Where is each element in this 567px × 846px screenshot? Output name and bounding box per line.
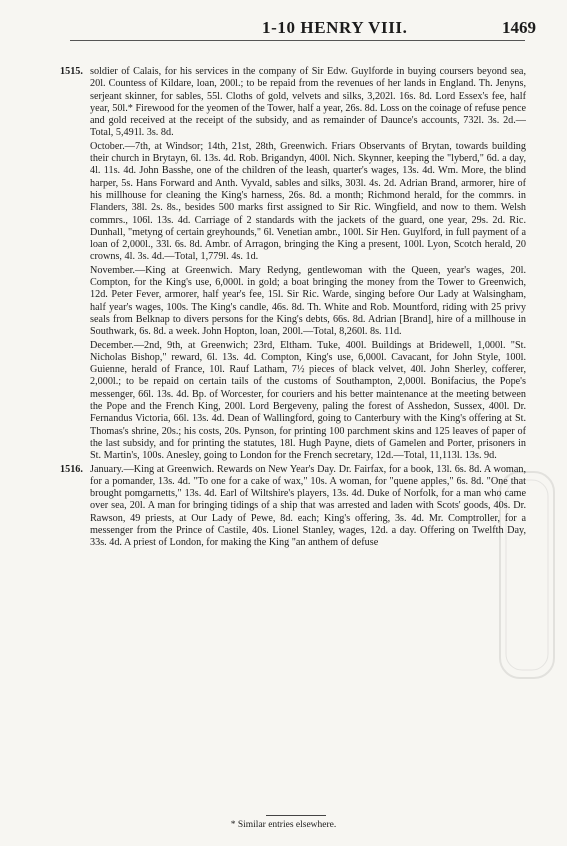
document-body (60, 66, 526, 550)
entry-1515-continuation (60, 66, 526, 140)
entry-december (68, 340, 526, 463)
entry-text: November.—King at Greenwich. Mary Redyng, gentlewoman with the Queen, year's wages, 20l. Compton, for the King's use, 6,000l. in gold; a boat bringing the money from the Tower to Greenwich, 12d. Peter Fever, armorer, half year's fee, 15l. Sir Ric. Warde, singing before Our Lady at Walsingham, half year's wages, 100s. The King's candle, 46s. 8d. Th. White and Rob. Mountford, riding with 25 privy seals from Belknap to divers persons for the King's debts, 66s. 8d. Adrian [Brand], hire of a millhouse in Southwark, 6s. 8d. a week. John Hopton, loan, 200l.—Total, 8,260l. 8s. 11d. (90, 264, 526, 338)
entry-text: December.—2nd, 9th, at Greenwich; 23rd, Eltham. Tuke, 400l. Buildings at Bridewell, 1,000l. "St. Nicholas Bishop," reward, 6l. 13s. 4d. Compton, King's use, 6,000l. Cavacant, for John Style, 100l. Guienne, herald of France, 10l. Rauf Latham, 7½ pieces of black velvet, 40l. John Sherley, cofferer, 2,000l.; to be repaid on certain tails of the customs of Southampton, 2,000l. Bonifacius, the Pope's messenger, 66l. 13s. 4d. Bp. of Worcester, for couriers and his better maintenance at the meeting between the Pope and the French King, 200l. Lord Bergeveny, paling the forest of Asshedon, Sussex, 400l. Dr. Fernandus Victoria, 66l. 13s. 4d. Dean of Wallingford, going to Canterbury with the King's offering at St. Thomas's shrine, 20s.; his costs, 20s. Pynson, for printing 100 parchment skins and 125 leaves of paper of the last subsidy, and for printing the statutes, 18l. Hugh Payne, diets of Gamelen and Porter, prisoners in St. Martin's, 100s. Anesley, going to London for the French secretary, 12d.—Total, 11,113l. 13s. 9d. (90, 339, 526, 462)
entry-year: 1515. (60, 66, 83, 77)
entry-month: October. (90, 140, 125, 152)
footnote-rule (266, 815, 326, 816)
entry-year: 1516. (60, 463, 83, 475)
header-rule (70, 40, 525, 41)
entry-january-1516 (60, 463, 526, 550)
running-head: 1-10 HENRY VIII. (262, 18, 408, 37)
entry-november (68, 265, 526, 339)
entry-text: January.—King at Greenwich. Rewards on New Year's Day. Dr. Fairfax, for a book, 13l. 6s. 8d. A woman, for a pomander, 13s. 4d. "To one for a cake of wax," 10s. A woman, for "quene apples," 6s. 8d. "One that brought pomgarnetts," 13s. 4d. Earl of Wiltshire's players, 13s. 4d. Duke of Norfolk, for a man who came over sea, 20l. A man for bringing tidings of a ship that was arrested and laden with Scots' goods, 40s. Dr. Rawson, 49 priests, at Our Lady of Pewe, 8d. each; King's offering, 3s. 4d. Mr. Comptroller, for a messenger from the Prince of Castile, 40s. Lionel Stanley, wages, 12d. a day. Offering on Twelfth Day, 33s. 4d. A priest of London, for making the King "an anthem of defuse (90, 463, 526, 549)
page-header (0, 10, 567, 38)
entry-text: soldier of Calais, for his services in the company of Sir Edw. Guylforde in buying coursers beyond sea, 20l. Countess of Kildare, loan, 200l.; to be repaid from the revenues of her lands in England. Th. Jenyns, serjeant skinner, for sables, 55l. Cloths of gold, velvets and silks, 3,202l. 16s. 8d. Lord Essex's fee, half year, 50l.* Firewood for the yeomen of the Tower, half a year, 26s. 8d. Loss on the coinage of refuse pence and gold received at the receipt of the subsidy, and as remainder of Daunce's accounts, 732l. 3s. 2d.—Total, 5,491l. 3s. 8d. (90, 66, 526, 139)
entry-month: January. (90, 463, 124, 475)
entry-text: October.—7th, at Windsor; 14th, 21st, 28th, Greenwich. Friars Observants of Brytan, towards building their church in Brytayn, 6l. 13s. 4d. Rob. Brigandyn, 400l. Nich. Skynner, keeping the "lyberd," 6d. a day, 4l. 11s. 4d. John Basshe, one of the children of the leash, quarter's wages, 13s. 4d. Wm. More, the blind harper, 5s. Hans Forward and Anth. Vyvald, sables and silks, 303l. 4s. 2d. Adrian Brand, armorer, hire of his millhouse for cleaning the King's harness, 26s. 8d. a month; Richmond herald, for the commrs. in Flanders, 38l. 2s. 8s., besides 500 marks first assigned to Sir Ric. Wingfield, and now to them. Welsh commrs., 106l. 13s. 4d. Carriage of 2 standards with the jackets of the guard, one year, 29s. 2d. Ric. Dunhall, "metyng of certain greyhounds," 6l. Venetian ambr., 100l. Sir Hen. Guylford, in full payment of a loan of 2,000l., 33l. 6s. 8d. Ambr. of Arragon, bringing the King a present, 100l. Lyon, Scotch herald, 20 crowns, 4l. 3s. 4d.—Total, 1,779l. 4s. 1d. (90, 140, 526, 263)
entry-october (68, 141, 526, 264)
entry-month: November. (90, 264, 135, 276)
footnote: * Similar entries elsewhere. (230, 820, 337, 830)
page-number: 1469 (502, 18, 536, 37)
entry-month: December. (90, 339, 134, 351)
